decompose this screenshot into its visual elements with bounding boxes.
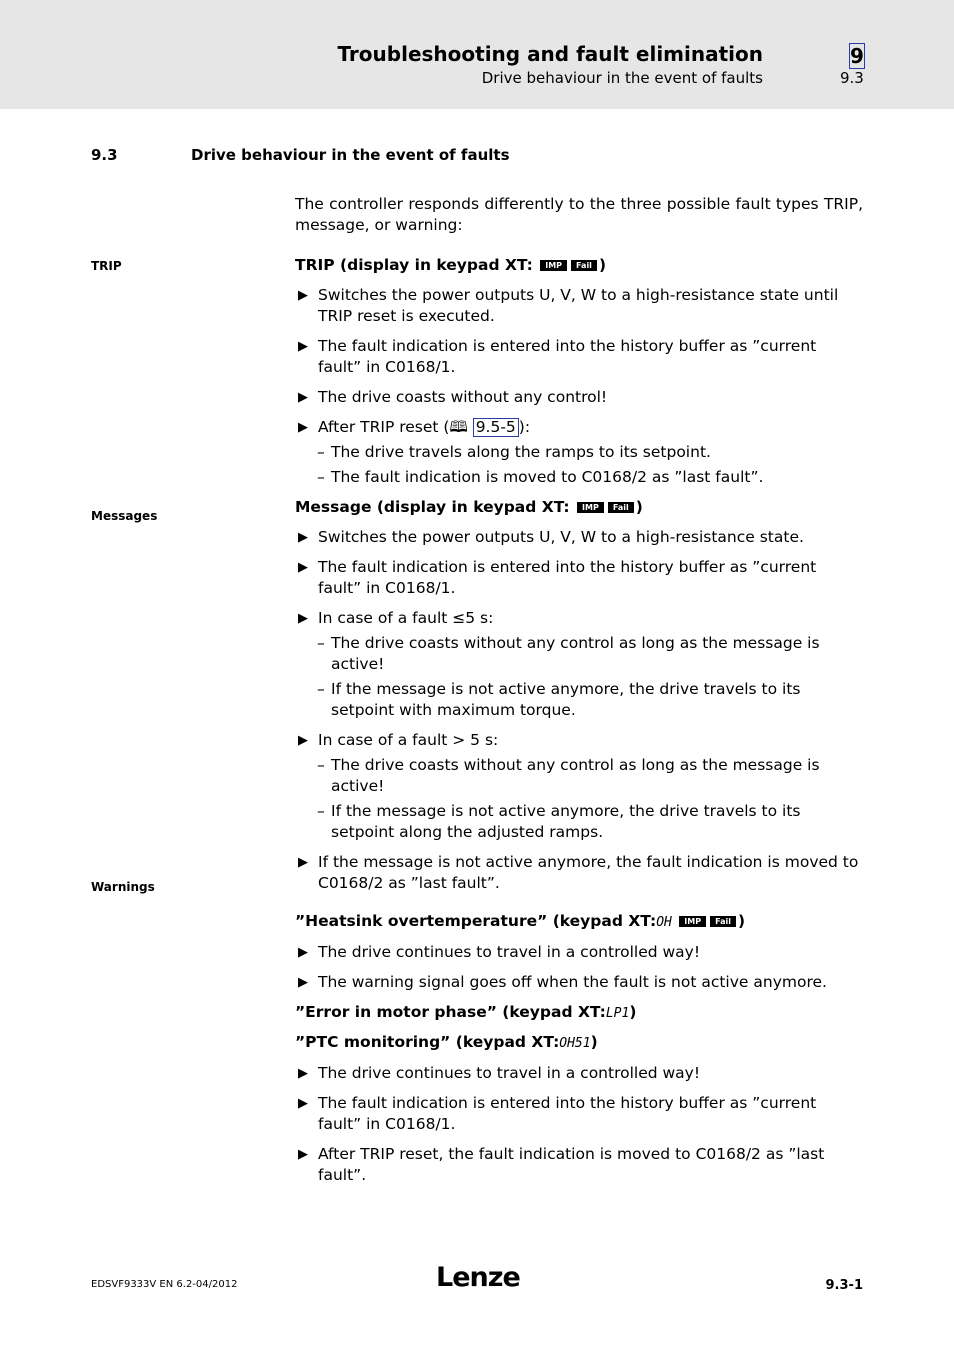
keypad-fail-indicator: Fail <box>608 502 634 513</box>
trip-bullet: ▶ The drive coasts without any control! <box>295 387 863 408</box>
keypad-imp-indicator: IMP <box>540 260 567 271</box>
section-title: Drive behaviour in the event of faults <box>191 146 510 164</box>
section-number: 9.3 <box>91 146 118 164</box>
margin-label-trip: TRIP <box>91 259 122 273</box>
warning-bullet: ▶ The warning signal goes off when the fault is not active anymore. <box>295 972 863 993</box>
message-bullet: ▶ The fault indication is entered into the history buffer as ”current fault” in C0168/1. <box>295 557 863 599</box>
warning-heading-close: ) <box>737 912 746 930</box>
warning-heading-text: ”PTC monitoring” (keypad XT: <box>295 1033 560 1051</box>
header-subtitle: Drive behaviour in the event of faults <box>481 69 763 87</box>
page-header <box>0 0 954 109</box>
trip-heading-close: ) <box>598 256 607 274</box>
keypad-code-display: LP1 <box>605 1006 630 1021</box>
warning-bullet: ▶ The drive continues to travel in a controlled way! <box>295 942 863 963</box>
message-bullet: ▶ In case of a fault > 5 s: <box>295 730 863 751</box>
trip-heading-text: TRIP (display in keypad XT: <box>295 256 533 274</box>
margin-label-warnings: Warnings <box>91 880 155 894</box>
warning-heading-motor-phase <box>295 1002 863 1024</box>
trip-dash-item: – The fault indication is moved to C0168/2 as ”last fault”. <box>295 467 863 488</box>
header-title: Troubleshooting and fault elimination <box>337 42 763 66</box>
margin-label-messages: Messages <box>91 509 158 523</box>
message-bullet: ▶ In case of a fault ≤5 s: <box>295 608 863 629</box>
trip-bullet-reset <box>295 417 863 438</box>
trip-dash-item: – The drive travels along the ramps to its setpoint. <box>295 442 863 463</box>
book-icon: 🕮 <box>449 418 468 436</box>
message-dash-item: – The drive coasts without any control as long as the message is active! <box>295 755 863 797</box>
keypad-fail-indicator: Fail <box>710 916 736 927</box>
message-heading <box>295 497 863 518</box>
trip-bullet: ▶ The fault indication is entered into the history buffer as ”current fault” in C0168/1. <box>295 336 863 378</box>
ptc-bullet: ▶ The drive continues to travel in a controlled way! <box>295 1063 863 1084</box>
message-heading-close: ) <box>635 498 643 516</box>
footer-document-id: EDSVF9333V EN 6.2-04/2012 <box>91 1279 238 1290</box>
keypad-code-display: OH51 <box>559 1036 591 1051</box>
message-dash-item: – The drive coasts without any control as long as the message is active! <box>295 633 863 675</box>
keypad-fail-indicator: Fail <box>571 260 597 271</box>
footer-page-number: 9.3-1 <box>825 1278 863 1293</box>
message-bullet: ▶ If the message is not active anymore, the fault indication is moved to C0168/2 as ”last fault”. <box>295 852 863 894</box>
header-section-number: 9.3 <box>840 69 864 87</box>
warning-heading-close: ) <box>590 1033 598 1051</box>
keypad-code-display: OH <box>656 915 672 930</box>
warning-heading-heatsink <box>295 911 863 933</box>
message-dash-item: – If the message is not active anymore, the drive travels to its setpoint with maximum torque. <box>295 679 863 721</box>
warning-heading-text: ”Heatsink overtemperature” (keypad XT: <box>295 912 657 930</box>
trip-reset-text: After TRIP reset ( <box>318 418 450 436</box>
chapter-number-link[interactable]: 9 <box>850 44 864 68</box>
trip-reset-close: ): <box>518 418 531 436</box>
message-heading-text: Message (display in keypad XT: <box>295 498 570 516</box>
message-dash-item: – If the message is not active anymore, the drive travels to its setpoint along the adjusted ramps. <box>295 801 863 843</box>
keypad-imp-indicator: IMP <box>577 502 604 513</box>
warning-heading-ptc <box>295 1032 863 1054</box>
intro-paragraph: The controller responds differently to the three possible fault types TRIP, message, or warning: <box>295 195 863 234</box>
message-bullet: ▶ Switches the power outputs U, V, W to a high-resistance state. <box>295 527 863 548</box>
main-content <box>295 194 863 1195</box>
keypad-imp-indicator: IMP <box>679 916 706 927</box>
cross-reference-link[interactable]: 9.5-5 <box>473 418 519 437</box>
warning-heading-close: ) <box>629 1003 637 1021</box>
ptc-bullet: ▶ After TRIP reset, the fault indication is moved to C0168/2 as ”last fault”. <box>295 1144 863 1186</box>
ptc-bullet: ▶ The fault indication is entered into the history buffer as ”current fault” in C0168/1. <box>295 1093 863 1135</box>
lenze-logo: Lenze <box>436 1262 520 1293</box>
trip-heading <box>295 255 863 276</box>
warning-heading-text: ”Error in motor phase” (keypad XT: <box>295 1003 606 1021</box>
trip-bullet: ▶ Switches the power outputs U, V, W to a high-resistance state until TRIP reset is executed. <box>295 285 863 327</box>
